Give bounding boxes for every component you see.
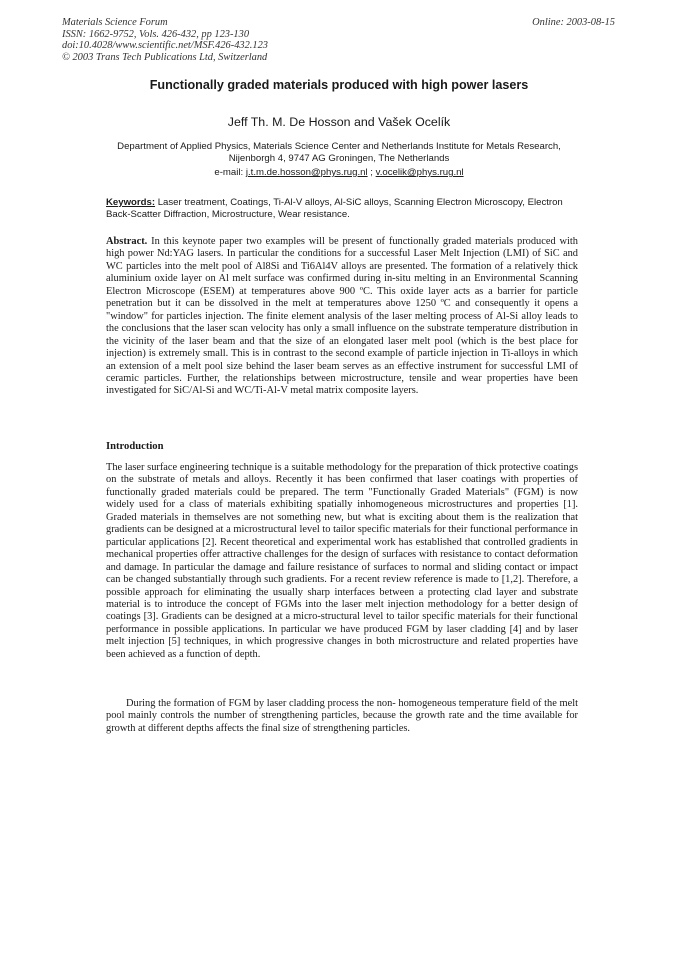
journal-name: Materials Science Forum bbox=[62, 17, 168, 28]
doi-line: doi:10.4028/www.scientific.net/MSF.426-432.123 bbox=[62, 40, 268, 52]
email-separator: ; bbox=[370, 167, 373, 178]
email-label: e-mail: bbox=[214, 167, 244, 178]
journal-header bbox=[62, 17, 268, 63]
introduction-heading: Introduction bbox=[106, 441, 164, 452]
keywords bbox=[106, 197, 576, 222]
copyright-line: © 2003 Trans Tech Publications Ltd, Switzerland bbox=[62, 51, 268, 63]
affiliation: Department of Applied Physics, Materials Science Center and Netherlands Institute for Metals Research, Nijenborgh 4, 9747 AG Groningen, The Netherlands bbox=[117, 141, 561, 165]
email-line bbox=[0, 167, 678, 178]
authors: Jeff Th. M. De Hosson and Vašek Ocelík bbox=[227, 115, 451, 129]
paper-title: Functionally graded materials produced with high power lasers bbox=[149, 78, 529, 92]
introduction-paragraph-1: The laser surface engineering technique is a suitable methodology for the preparation of thick protective coatings on the substrate of metals and alloys. Recently it has been confirmed that laser coatings with properties of functionally graded materials could be prepared. The term "Functionally Graded Materials" (FGM) is now widely used for a class of materials exhibiting spatially inhomogeneous microstructures and properties [1]. Graded materials in themselves are not something new, but what is exciting about them is the realization that gradients can be designed at a microstructural level to tailor specific materials for their functional performance in particular applications [2]. Recent theoretical and experimental work has established that controlled gradients in mechanical properties offer attractive challenges for the design of surfaces with resistance to contact deformation and damage. In particular the damage and failure resistance of surfaces to normal and sliding contact or impact can be changed substantially through such gradients. For a recent review reference is made to [1,2]. Therefore, a possible approach for eliminating the usually sharp interfaces between a protecting clad layer and substrate material is to introduce the concept of FGMs into the laser melt injection methodology for a better design of coatings [3]. Gradients can be designed at a micro-structural level to tailor specific materials for their functional performance in possible applications. In particular we have produced FGM by laser cladding [4] and by laser melt injection [5] techniques, in which progressive changes in both microstructure and related properties have been achieved as a function of depth. bbox=[106, 462, 578, 660]
introduction-paragraph-2: During the formation of FGM by laser cladding process the non- homogeneous temperature field of the melt pool mainly controls the number of strengthening particles, because the growth rate and the time available for growth at different depths affects the final size of strengthening particles. bbox=[106, 698, 578, 734]
online-date: Online: 2003-08-15 bbox=[532, 17, 615, 28]
keywords-label: Keywords: bbox=[106, 197, 156, 208]
email-link-2[interactable]: v.ocelik@phys.rug.nl bbox=[375, 167, 464, 178]
abstract-text: In this keynote paper two examples will be present of functionally graded materials produced with high power Nd:YAG lasers. In particular the conditions for a successful Laser Melt Injection (LMI) of SiC and WC particles into the melt pool of Al8Si and Ti6Al4V alloys are presented. The formation of a relatively thick aluminium oxide layer on Al melt surface was confirmed during in-situ melting in an Environmental Scanning Electron Microscope (ESEM) at temperatures above 900 ºC. This oxide layer acts as a barrier for particle penetration but it can be dissolved in the melt at temperatures above 1250 ºC and consequently it opens a "window" for particles injection. The finite element analysis of the laser melting process of Al-Si alloy leads to the conclusions that the laser scan velocity has only a small influence on the substrate temperature distribution in the vicinity of the laser beam and that the size of an elongated laser melt pool (which is the best place for injection) is extremely small. This is in contrast to the second example of particle injection in Ti-alloys in which an extension of a melt pool size behind the laser beam serves as an effective instrument for successful LMI of ceramic particles. Further, the relationships between microstructure, tensile and wear properties have been investigated for SiC/Al-Si and WC/Ti-Al-V metal matrix composite layers. bbox=[106, 236, 578, 397]
abstract bbox=[106, 236, 578, 398]
keywords-text: Laser treatment, Coatings, Ti-Al-V alloys, Al-SiC alloys, Scanning Electron Microscopy, Electron Back-Scatter Diffraction, Microstructure, Wear resistance. bbox=[106, 197, 563, 221]
issn-line: ISSN: 1662-9752, Vols. 426-432, pp 123-130 bbox=[62, 28, 250, 40]
abstract-label: Abstract. bbox=[106, 236, 148, 247]
email-link-1[interactable]: j.t.m.de.hosson@phys.rug.nl bbox=[245, 167, 368, 178]
